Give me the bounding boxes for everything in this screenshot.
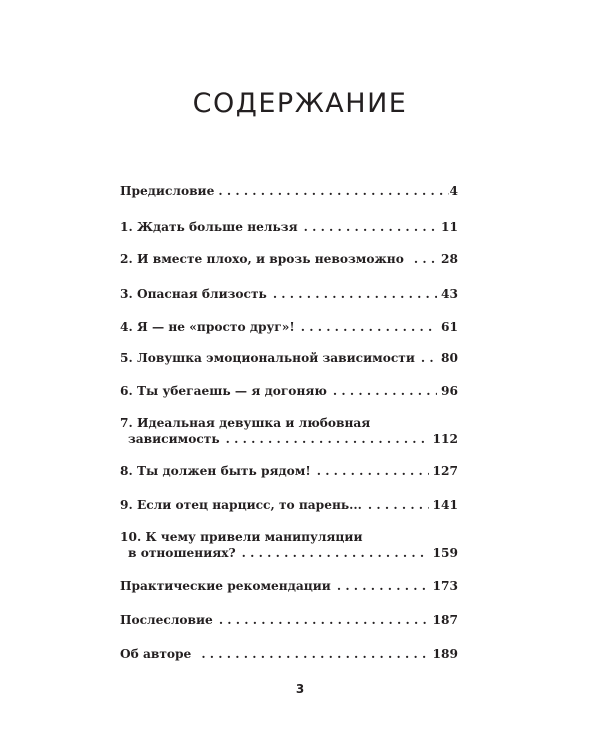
toc-entry-title: Предисловие (120, 184, 215, 198)
page-number: 3 (295, 682, 305, 696)
toc-entry-practical-recommendations[interactable] (120, 578, 458, 594)
dot-leader (301, 319, 437, 335)
dot-leader (368, 497, 429, 513)
toc-entry-title-line1: 10. К чему привели манипуляции (120, 530, 363, 544)
dot-leader (226, 431, 429, 447)
toc-entry-chapter-8[interactable] (120, 463, 458, 479)
toc-entry-title: 8. Ты должен быть рядом! (120, 464, 311, 478)
dot-leader (304, 219, 437, 235)
toc-entry-page: 61 (441, 320, 458, 334)
toc-entry-page: 80 (441, 351, 458, 365)
toc-entry-page: 28 (441, 252, 458, 266)
toc-entry-chapter-9[interactable] (120, 497, 458, 513)
toc-entry-title: 1. Ждать больше нельзя (120, 220, 298, 234)
dot-leader (218, 183, 448, 199)
dot-leader (273, 286, 437, 302)
dot-leader (219, 612, 429, 628)
toc-entry-title-line1: 7. Идеальная девушка и любовная (120, 416, 371, 430)
toc-entry-title-line2: в отношениях? (128, 546, 236, 560)
toc-entry-afterword[interactable] (120, 612, 458, 628)
toc-entry-chapter-3[interactable] (120, 286, 458, 302)
toc-entry-preface[interactable] (120, 183, 458, 199)
toc-entry-chapter-2[interactable] (120, 251, 458, 267)
toc-entry-title: 9. Если отец нарцисс, то парень... (120, 498, 362, 512)
toc-entry-page: 11 (441, 220, 458, 234)
toc-entry-chapter-6[interactable] (120, 383, 458, 399)
toc-entry-page: 187 (432, 613, 458, 627)
dot-leader (201, 646, 428, 662)
toc-entry-page: 141 (432, 498, 458, 512)
toc-entry-title: Об авторе (120, 647, 192, 661)
dot-leader (242, 545, 429, 561)
toc-entry-page: 43 (441, 287, 458, 301)
toc-entry-page: 127 (432, 464, 458, 478)
toc-entry-page: 189 (432, 647, 458, 661)
toc-entry-chapter-7[interactable] (120, 415, 458, 447)
toc-entry-about-author[interactable] (120, 646, 458, 662)
toc-entry-chapter-1[interactable] (120, 219, 458, 235)
dot-leader (333, 383, 437, 399)
dot-leader (337, 578, 429, 594)
dot-leader (421, 350, 437, 366)
toc-entry-title: 6. Ты убегаешь — я догоняю (120, 384, 327, 398)
toc-entry-page: 96 (441, 384, 458, 398)
toc-entry-page: 159 (432, 546, 458, 560)
toc-entry-title-line2: зависимость (128, 432, 220, 446)
dot-leader (414, 251, 437, 267)
toc-entry-title: 4. Я — не «просто друг»! (120, 320, 295, 334)
toc-entry-chapter-10[interactable] (120, 529, 458, 561)
toc-entry-title: 3. Опасная близость (120, 287, 267, 301)
toc-entry-title: 2. И вместе плохо, и врозь невозможно (120, 252, 404, 266)
dot-leader (317, 463, 429, 479)
page-title: СОДЕРЖАНИЕ (192, 88, 408, 119)
toc-entry-page: 4 (449, 184, 458, 198)
toc-entry-title: Послесловие (120, 613, 213, 627)
toc-entry-page: 173 (432, 579, 458, 593)
toc-entry-title: 5. Ловушка эмоциональной зависимости (120, 351, 415, 365)
toc-entry-page: 112 (432, 432, 458, 446)
toc-entry-chapter-5[interactable] (120, 350, 458, 366)
toc-entry-title: Практические рекомендации (120, 579, 331, 593)
toc-entry-chapter-4[interactable] (120, 319, 458, 335)
